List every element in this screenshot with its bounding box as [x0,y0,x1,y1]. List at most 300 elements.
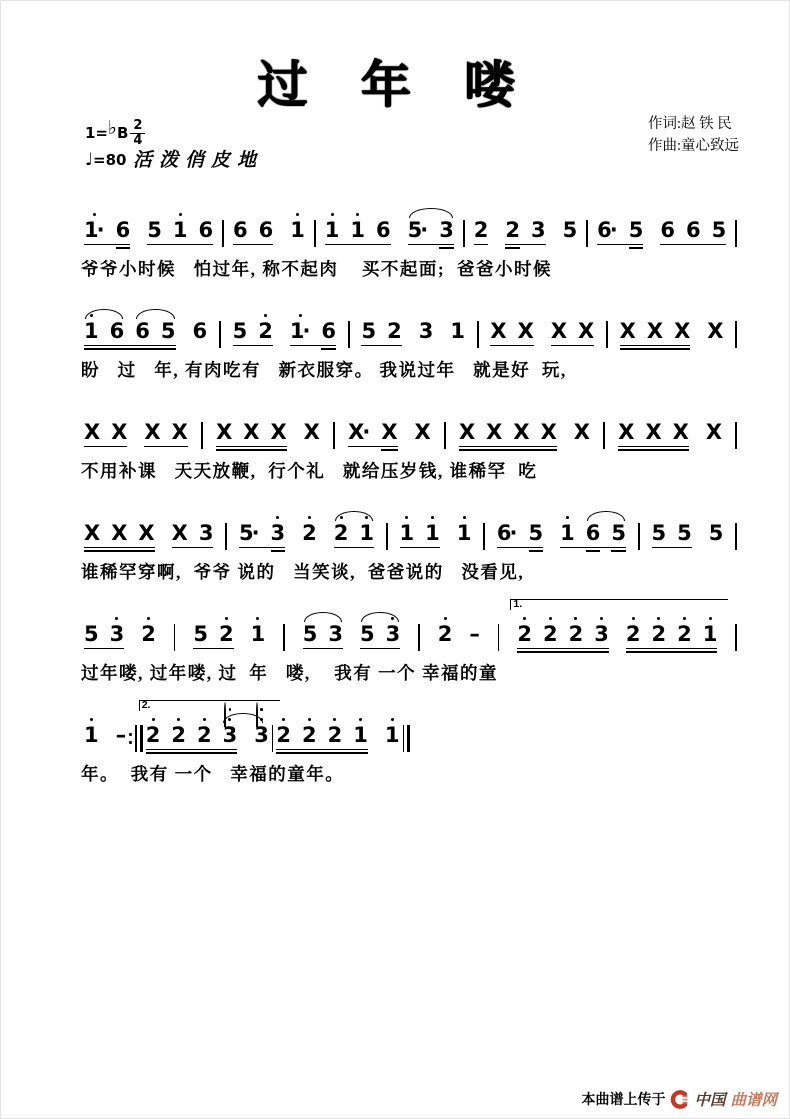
beat-note: X [705,420,723,444]
octave-dot [359,718,362,721]
beam-group [437,623,454,646]
note: 5 [193,622,208,646]
measure [230,320,339,343]
beam-group [619,320,692,343]
note: 2 [327,724,344,747]
note: 5 [160,319,176,343]
beam-group [83,421,128,444]
repeat-barline [129,725,143,752]
notes-row [81,296,737,348]
note-unit [473,219,490,242]
note-unit [562,219,579,242]
slur-group [333,522,375,545]
beam-group [449,320,466,343]
measure [213,421,323,444]
beam-group [504,219,546,242]
note-unit [414,421,432,444]
key-letter: B [116,124,129,143]
note-unit [192,623,234,646]
measure [513,598,720,646]
octave-dot [203,718,206,721]
slur-arc [587,511,625,521]
note: 5· [238,521,260,545]
beat-note: X [171,521,188,545]
augmentation-dot: · [362,420,371,444]
note-unit [303,421,321,444]
beam-group [238,522,286,545]
note: 3 [109,623,126,646]
score-line [81,700,737,786]
note-unit [140,623,157,646]
beat-note: X [414,420,431,444]
score-line [81,296,737,382]
beat-note: X [144,420,161,444]
barline [477,321,479,348]
beam-group [659,219,727,242]
barline [603,422,605,449]
octave-dot [549,617,552,620]
watermark-prefix: 本曲谱上传于 [581,1093,666,1108]
note: 2 [301,724,318,747]
barline [498,624,500,651]
note-unit [625,623,719,646]
note: 5 [651,521,667,545]
note: 2 [542,623,559,646]
measure [358,320,468,343]
beam-group [171,522,215,545]
note: 2 [568,623,585,646]
note: 2 [196,724,213,747]
note-unit [83,623,125,646]
octave-dot [299,314,302,317]
beam-group [275,724,369,747]
slur-group [134,320,176,343]
beat-note: X [138,521,155,545]
note: 3 [530,218,546,242]
notes-row [81,700,737,752]
note: 5 [528,521,544,545]
score-line [81,599,737,685]
octave-dot [340,516,343,519]
note-unit [232,219,274,242]
beam-group [232,219,274,242]
beat-note: X [578,319,595,343]
beat-note: X [381,420,398,444]
barline [333,422,335,449]
note: 5· [407,218,429,242]
note: 5 [84,622,99,646]
beat-note: X [619,319,636,343]
note: 2 [437,623,454,646]
beam-group [115,724,128,747]
slur-group [585,522,627,545]
note: 5 [708,521,724,545]
barline [463,220,465,247]
beat-note: X [84,420,101,444]
beat-note: X [458,420,476,444]
beam-group [359,623,401,646]
beam-group [347,421,398,444]
measure [190,623,268,646]
octave-dot [463,516,466,519]
note-unit [360,320,402,343]
measure [594,219,729,242]
beat-note: X [540,420,557,444]
beat-note: X [216,420,233,444]
barline [222,220,224,247]
slur-arc [409,208,453,218]
lyrics-row: 谁稀罕穿啊, 爷爷 说的 当笑谈, 爸爸说的 没看见, [81,562,525,582]
note-unit [468,623,481,646]
note-unit [659,219,727,242]
credits [648,113,739,158]
octave-dot [282,718,285,721]
beam-group [596,219,644,242]
beam-group [458,421,558,444]
barline [735,624,737,651]
beat-note: X [243,420,260,444]
note: 1 [450,319,465,343]
note-unit [596,219,644,242]
note-unit [253,724,270,747]
note-unit [705,421,723,444]
note: 5 [611,521,627,545]
measure [397,522,475,545]
song-title: 过 年 喽 [257,56,533,114]
beat-note: X [645,420,662,444]
beam-group [301,522,318,545]
score-line [81,498,737,584]
fermata-icon [224,704,236,711]
note-unit [458,421,558,444]
note-unit [115,724,128,747]
octave-dot [331,213,334,216]
key-prefix: 1= [85,124,109,143]
note-unit [324,219,392,242]
beam-group [705,421,723,444]
note: 2 [516,623,533,646]
note: 6 [109,319,125,343]
note: 1 [424,522,441,545]
lyrics-row: 盼 过 年, 有肉吃有 新衣服穿。 我说过年 就是好 玩, [81,360,567,380]
note: 2 [676,623,693,646]
note: 1 [324,219,341,242]
note: 3 [439,218,454,242]
measure [300,623,404,646]
note: 1 [702,623,719,646]
note: 1 [83,724,100,747]
octave-dot [179,213,182,216]
beam-group [651,522,693,545]
octave-dot [600,617,603,620]
beam-group [145,724,239,747]
barline [314,220,316,247]
beat-note: X [486,420,503,444]
note: 1 [349,219,366,242]
beam-group [468,623,481,646]
note: 6· [597,218,618,242]
note: 5 [562,218,578,242]
octave-dot [260,718,263,721]
barline [735,422,737,449]
volta-label: 2. [141,699,151,711]
measure [236,522,377,545]
lyrics-row: 过年喽, 过年喽, 过 年 喽, 我有 一个 幸福的童 [81,663,498,683]
note: 6 [585,521,601,545]
note: 3 [270,522,287,545]
note: 1· [289,320,312,343]
note-unit [238,522,286,545]
measure [81,421,191,444]
octave-dot [391,718,394,721]
note-unit [399,522,441,545]
beam-group [418,320,435,343]
beam-group [302,623,344,646]
beam-group [625,623,719,646]
note: 6 [321,319,337,343]
barline [483,523,485,550]
octave-dot [308,516,311,519]
beam-group [83,724,100,747]
note: 1 [172,219,189,242]
beam-group [360,320,402,343]
measure [81,522,216,545]
measure [471,219,581,242]
tempo-value: =80 [93,151,127,170]
octave-dot [308,718,311,721]
note: 5 [628,218,644,242]
beat-note: X [171,420,188,444]
lyrics-row: 不用补课 天天放鞭, 行个礼 就给压岁钱, 谁稀罕 吃 [81,461,538,481]
beam-group [496,522,544,545]
notes-row [81,397,737,449]
octave-dot [90,718,93,721]
beam-group [333,522,375,545]
beat-note: X [646,319,664,343]
dash-note: – [469,622,480,646]
note-unit [708,522,725,545]
measure [273,724,402,747]
beam-group [83,522,156,545]
notes-row [81,195,737,247]
note: 3 [328,622,343,646]
octave-dot [574,617,577,620]
note: 3 [593,623,610,646]
octave-dot [566,516,569,519]
volta-label: 1. [513,598,523,610]
measure [345,421,434,444]
barline [386,523,388,550]
octave-dot [225,617,228,620]
beat-note: X [573,420,590,444]
fermata-icon [256,704,268,711]
measure [81,219,216,242]
note-unit [456,522,473,545]
key-line [85,119,145,147]
note: 3 [253,724,270,747]
note-unit [250,623,267,646]
note: 2 [275,724,292,747]
octave-dot [356,213,359,216]
beam-group [414,421,432,444]
note-unit [384,724,401,747]
beam-group [617,421,690,444]
measure [617,320,727,343]
measure [322,219,457,242]
note: 2 [218,623,235,646]
note: 6 [192,319,208,343]
octave-dot [657,617,660,620]
note-unit [706,320,724,343]
beam-group [143,421,188,444]
note: 2 [473,218,489,242]
barline [201,422,203,449]
augmentation-dot: · [609,218,618,242]
lyrics-row: 爷爷小时候 怕过年, 称不起肉 买不起面; 爸爸小时候 [81,259,552,279]
barline [348,321,350,348]
time-signature [130,119,145,147]
measure [435,623,483,646]
beat-note: X [111,420,128,444]
note: 2 [333,522,350,545]
score-line [81,195,737,281]
slur-group [407,219,455,242]
barline [638,523,640,550]
beam-group [708,522,725,545]
beam-group [83,219,131,242]
note: 3 [198,521,214,545]
note-unit [559,522,576,545]
flat-icon: ♭ [108,117,117,140]
note: 1 [358,522,375,545]
measure [487,320,597,343]
note: 1· [83,219,106,242]
barline [606,321,608,348]
note-unit [83,219,131,242]
octave-dot [177,718,180,721]
beat-note: X [517,319,534,343]
beam-group [140,623,157,646]
score-line [81,397,737,483]
note: 5 [361,319,377,343]
note-unit [301,522,318,545]
barline [586,220,588,247]
octave-dot [296,213,299,216]
beam-group [324,219,392,242]
dash-note: – [115,723,127,747]
octave-dot [276,516,279,519]
site-name-light: 曲谱网 [730,1092,777,1109]
note: 2 [625,623,642,646]
octave-dot [632,617,635,620]
note: 6 [660,218,675,242]
note: 5 [677,521,692,545]
note-unit [192,320,209,343]
barline [225,523,227,550]
augmentation-dot: · [251,521,260,545]
note-unit [146,219,214,242]
note-unit [418,320,435,343]
octave-dot [90,314,93,317]
barline [735,523,737,550]
note: 6 [685,218,701,242]
slur-arc [304,612,342,622]
measure [81,724,129,747]
measure [615,421,725,444]
lyrics-row: 年。 我有 一个 幸福的童年。 [81,764,345,784]
octave-dot [115,617,118,620]
note: 6 [115,218,131,242]
meter-denominator: 4 [133,132,143,148]
beam-group [516,623,610,646]
note-unit [83,522,156,545]
beat-note: X [303,420,320,444]
beam-group [215,421,288,444]
octave-dot [333,718,336,721]
quarter-note-icon: ♩ [85,150,94,171]
augmentation-dot: · [302,319,311,343]
note: 5 [360,622,375,646]
barline [418,624,420,651]
note: 2 [505,218,520,242]
note-unit [619,320,692,343]
expression-marking: 活泼俏皮地 [133,150,264,171]
note-unit [289,320,337,343]
beam-group [303,421,321,444]
octave-dot [431,516,434,519]
barline [735,220,737,247]
composer-credit: 作曲:童心致远 [647,138,739,155]
barline [444,422,446,449]
measure [141,699,272,747]
beam-group [192,320,209,343]
note: 6 [198,218,214,242]
beam-group [407,219,455,242]
beam-group [83,320,177,343]
beam-group [559,522,627,545]
final-barline [403,725,410,752]
measure [649,522,727,545]
slur-arc [136,309,174,319]
note: 6 [375,218,391,242]
octave-dot [709,617,712,620]
volta-bracket [510,599,728,610]
note-unit [550,320,595,343]
meter-numerator: 2 [130,119,145,134]
note: 1 [399,522,416,545]
octave-dot [152,718,155,721]
beat-note: X· [348,420,371,444]
note-unit [143,421,188,444]
note-unit [171,522,215,545]
note: 1 [83,320,100,343]
note: 5 [232,319,248,343]
note: 2 [387,319,402,343]
barline [219,321,221,348]
beat-note: X [550,319,568,343]
augmentation-dot: · [509,521,518,545]
beat-note: X [270,420,287,444]
note: 6 [258,218,274,242]
beam-group [562,219,579,242]
note: 5 [147,218,162,242]
slur-group [359,623,401,646]
beam-group [384,724,401,747]
note: 1 [250,623,267,646]
note: 3 [418,319,434,343]
note-unit [347,421,398,444]
beat-note: X [618,420,635,444]
